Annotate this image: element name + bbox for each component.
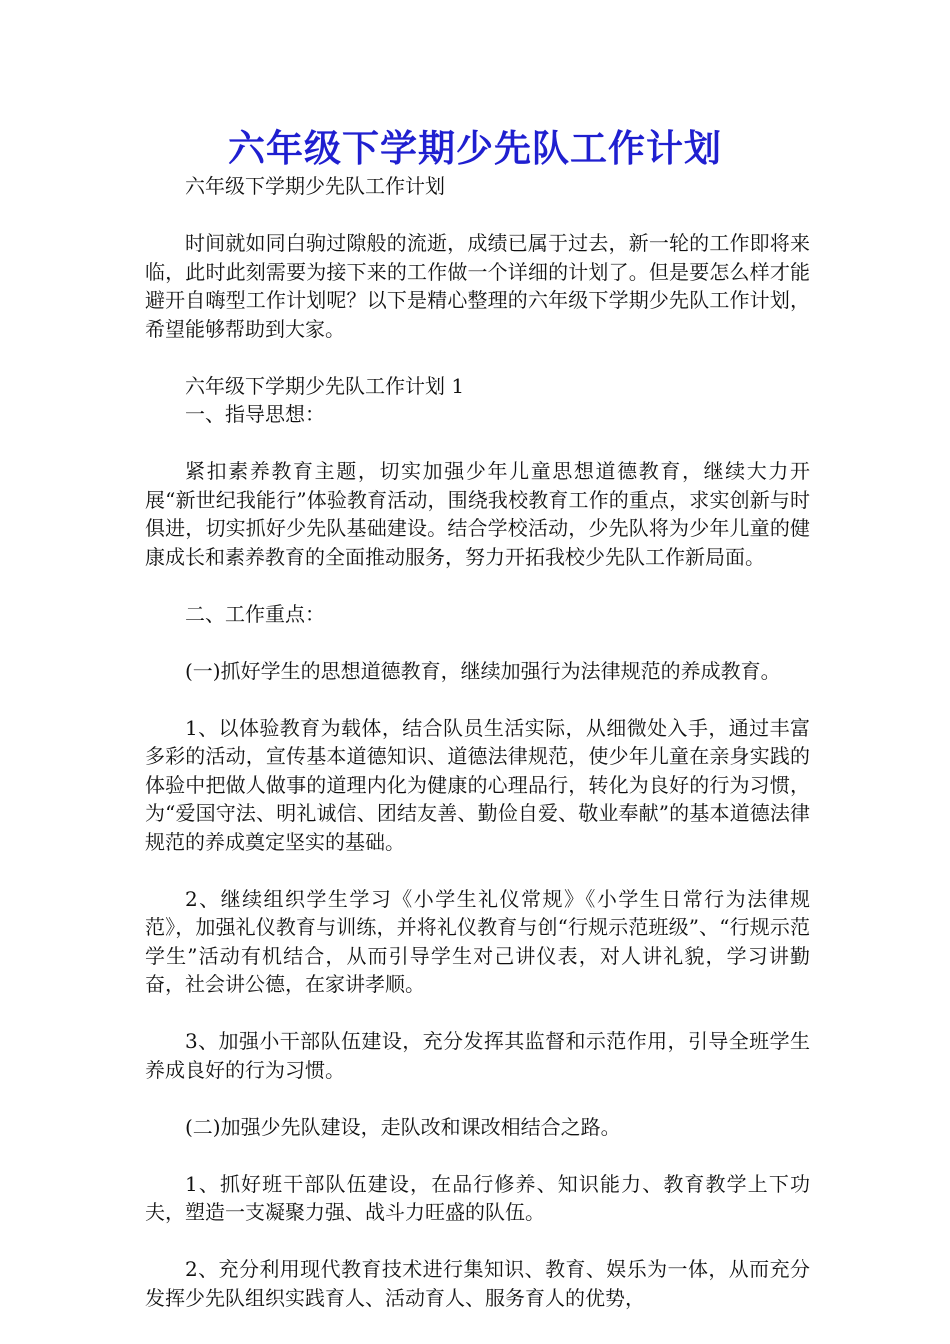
part1-item3: 3、加强小干部队伍建设，充分发挥其监督和示范作用，引导全班学生养成良好的行为习惯。 (145, 1029, 810, 1082)
part2-item1: 1、抓好班干部队伍建设，在品行修养、知识能力、教育教学上下功夫，塑造一支凝聚力强、战斗力旺盛的队伍。 (145, 1171, 810, 1224)
part1-heading: (一)抓好学生的思想道德教育，继续加强行为法律规范的养成教育。 (185, 658, 781, 683)
subtitle: 六年级下学期少先队工作计划 (185, 174, 445, 198)
section1-heading: 一、指导思想： (185, 402, 325, 426)
part2-item2: 2、充分利用现代教育技术进行集知识、教育、娱乐为一体，从而充分发挥少先队组织实践育人、活动育人、服务育人的优势， (145, 1257, 810, 1310)
intro-paragraph: 时间就如同白驹过隙般的流逝，成绩已属于过去，新一轮的工作即将来临，此时此刻需要为接下来的工作做一个详细的计划了。但是要怎么样才能避开自嗨型工作计划呢？以下是精心整理的六年级下学期少先队工作计划，希望能够帮助到大家。 (145, 231, 810, 341)
part1-item1: 1、以体验教育为载体，结合队员生活实际，从细微处入手，通过丰富多彩的活动，宣传基本道德知识、道德法律规范，使少年儿童在亲身实践的体验中把做人做事的道理内化为健康的心理品行，转化为良好的行为习惯，为“爱国守法、明礼诚信、团结友善、勤俭自爱、敬业奉献”的基本道德法律规范的养成奠定坚实的基础。 (145, 715, 810, 854)
document-body (145, 172, 810, 1312)
part1-item2: 2、继续组织学生学习《小学生礼仪常规》《小学生日常行为法律规范》，加强礼仪教育与训练，并将礼仪教育与创“行规示范班级”、“行规示范学生”活动有机结合，从而引导学生对己讲仪表，对人讲礼貌，学习讲勤奋，社会讲公德，在家讲孝顺。 (145, 886, 810, 996)
plan-heading: 六年级下学期少先队工作计划 1 (185, 373, 465, 398)
part2-heading: (二)加强少先队建设，走队改和课改相结合之路。 (185, 1114, 621, 1139)
document-title: 六年级下学期少先队工作计划 (228, 126, 722, 170)
section1-paragraph: 紧扣素养教育主题，切实加强少年儿童思想道德教育，继续大力开展“新世纪我能行”体验教育活动，围绕我校教育工作的重点，求实创新与时俱进，切实抓好少先队基础建设。结合学校活动，少先队将为少年儿童的健康成长和素养教育的全面推动服务，努力开拓我校少先队工作新局面。 (145, 459, 810, 569)
section2-heading: 二、工作重点： (185, 601, 325, 626)
